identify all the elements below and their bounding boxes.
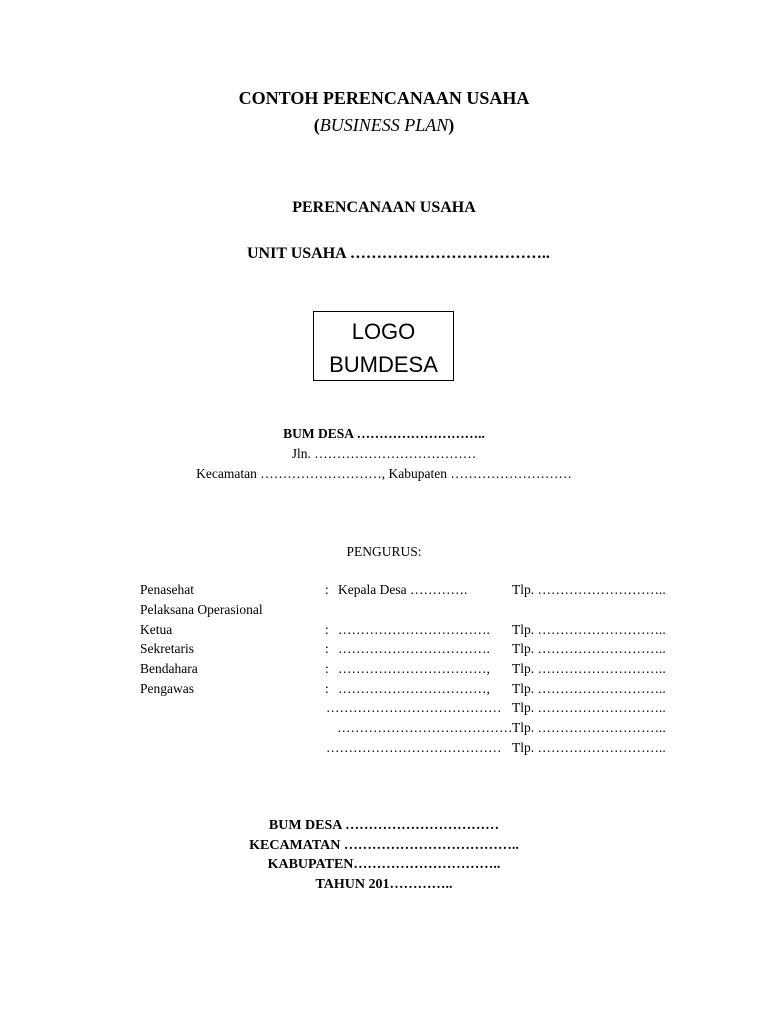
logo-line-1: LOGO xyxy=(351,319,416,344)
pengurus-row xyxy=(0,720,768,740)
pengurus-name: ………………………………… xyxy=(337,720,513,735)
pengurus-role: Sekretaris xyxy=(140,641,194,656)
pengurus-phone: Tlp. ……………………….. xyxy=(512,720,666,735)
pengurus-role: Penasehat xyxy=(140,582,194,597)
pengurus-role: Pelaksana Operasional xyxy=(140,602,263,617)
pengurus-row xyxy=(0,740,768,760)
pengurus-role: Ketua xyxy=(140,622,173,637)
pengurus-phone: Tlp. ……………………….. xyxy=(512,700,666,715)
pengurus-phone: Tlp. ……………………….. xyxy=(512,681,666,696)
pengurus-row xyxy=(0,700,768,720)
pengurus-row xyxy=(0,681,768,701)
pengurus-role: Bendahara xyxy=(140,661,198,676)
pengurus-name: ……………………………, xyxy=(338,661,490,676)
address-bum-desa: BUM DESA ……………………….. xyxy=(283,426,485,441)
footer-kecamatan: KECAMATAN ……………………………….. xyxy=(249,838,519,853)
pengurus-name: ……………………………. xyxy=(338,641,490,656)
pengurus-row xyxy=(0,582,768,602)
unit-usaha-line: UNIT USAHA ……………………………….. xyxy=(247,245,550,262)
pengurus-phone: Tlp. ……………………….. xyxy=(512,582,666,597)
section-title: PERENCANAAN USAHA xyxy=(292,199,476,216)
pengurus-role: Pengawas xyxy=(140,681,194,696)
footer-bum-desa: BUM DESA …………………………… xyxy=(268,818,500,833)
address-jln: Jln. ……………………………… xyxy=(291,446,477,461)
footer-kabupaten: KABUPATEN………………………….. xyxy=(267,857,501,872)
document-subtitle xyxy=(0,115,768,136)
pengurus-phone: Tlp. ……………………….. xyxy=(512,622,666,637)
logo-placeholder-box xyxy=(313,311,454,381)
pengurus-name: ……………………………, xyxy=(338,681,490,696)
subtitle-text: BUSINESS PLAN xyxy=(319,115,449,135)
subtitle-close-paren: ) xyxy=(448,115,455,135)
pengurus-name: ………………………………… xyxy=(326,700,502,715)
pengurus-name: ………………………………… xyxy=(326,740,502,755)
pengurus-colon: : xyxy=(325,661,329,676)
pengurus-phone: Tlp. ……………………….. xyxy=(512,641,666,656)
pengurus-name: Kepala Desa …………. xyxy=(338,582,468,597)
pengurus-name: ……………………………. xyxy=(338,622,490,637)
pengurus-colon: : xyxy=(325,681,329,696)
footer-tahun: TAHUN 201………….. xyxy=(315,877,453,892)
pengurus-colon: : xyxy=(325,582,329,597)
pengurus-colon: : xyxy=(325,622,329,637)
pengurus-row xyxy=(0,602,768,622)
pengurus-row xyxy=(0,622,768,642)
subtitle-open-paren: ( xyxy=(313,115,320,135)
address-kecamatan-kabupaten: Kecamatan ………………………, Kabupaten ……………………… xyxy=(196,466,572,481)
pengurus-row xyxy=(0,641,768,661)
pengurus-title: PENGURUS: xyxy=(346,544,422,559)
pengurus-phone: Tlp. ……………………….. xyxy=(512,661,666,676)
pengurus-colon: : xyxy=(325,641,329,656)
logo-line-2: BUMDESA xyxy=(329,352,438,377)
pengurus-row xyxy=(0,661,768,681)
document-title: CONTOH PERENCANAAN USAHA xyxy=(238,88,530,108)
pengurus-phone: Tlp. ……………………….. xyxy=(512,740,666,755)
